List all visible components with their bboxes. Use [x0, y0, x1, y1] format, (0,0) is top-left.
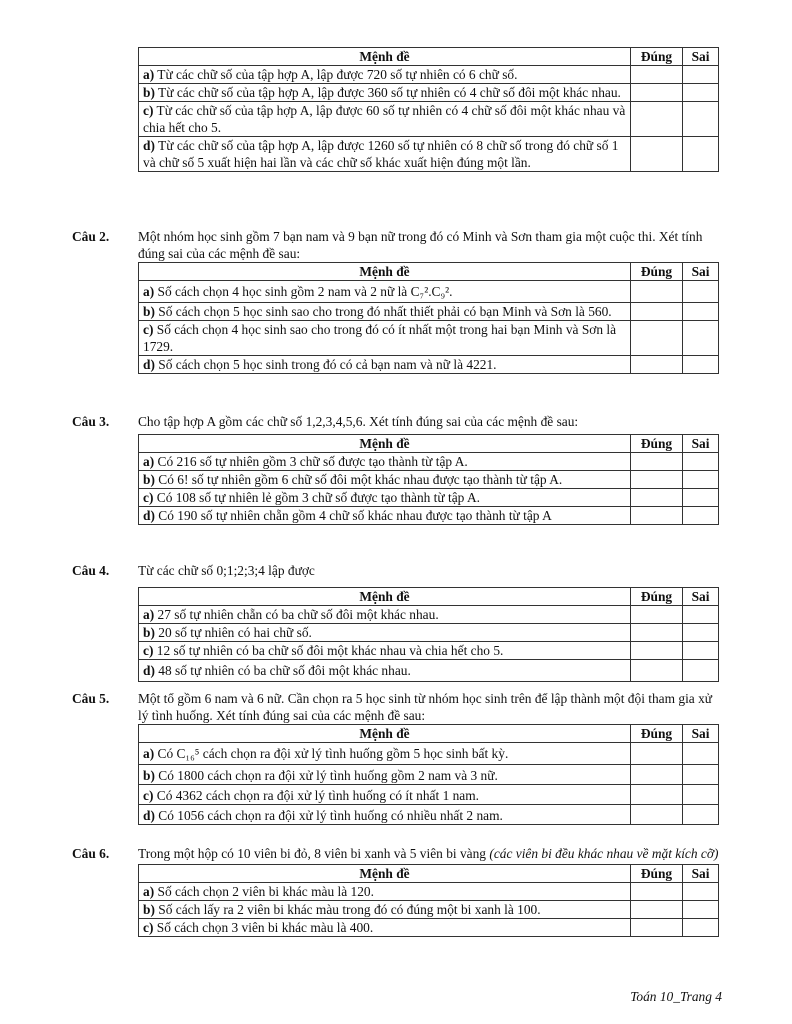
true-cell[interactable]	[631, 606, 683, 624]
row-text: 20 số tự nhiên có hai chữ số.	[158, 625, 312, 640]
question-1-block	[72, 47, 722, 172]
table-row	[139, 489, 719, 507]
true-cell[interactable]	[631, 765, 683, 785]
table-row	[139, 356, 719, 374]
true-cell[interactable]	[631, 471, 683, 489]
question-4-text: Từ các chữ số 0;1;2;3;4 lập được	[138, 563, 315, 578]
row-text: Có 108 số tự nhiên lẻ gồm 3 chữ số được tạo thành từ tập A.	[156, 490, 480, 505]
header-true: Đúng	[631, 588, 683, 606]
table-header-row	[139, 725, 719, 743]
header-false: Sai	[683, 263, 719, 281]
header-true: Đúng	[631, 48, 683, 66]
false-cell[interactable]	[683, 743, 719, 765]
true-cell[interactable]	[631, 743, 683, 765]
false-cell[interactable]	[683, 901, 719, 919]
true-cell[interactable]	[631, 642, 683, 660]
question-6-block	[72, 845, 722, 937]
question-5-label: Câu 5.	[72, 691, 110, 706]
question-6-text-wrap	[138, 845, 720, 862]
statement-cell	[139, 137, 631, 172]
true-cell[interactable]	[631, 883, 683, 901]
row-text: Từ các chữ số của tập hợp A, lập được 360 số tự nhiên có 4 chữ số đôi một khác nhau.	[158, 85, 621, 100]
question-5-text: Một tổ gồm 6 nam và 6 nữ. Cần chọn ra 5 học sinh từ nhóm học sinh trên để lập thành một đội tham gia xử lý tình huống. Xét tính đúng sai của các mệnh đề sau:	[138, 691, 713, 723]
question-6-note: (các viên bi đều khác nhau về mặt kích cỡ)	[489, 846, 719, 861]
row-text: Có 1056 cách chọn ra đội xử lý tình huống có nhiều nhất 2 nam.	[158, 808, 503, 823]
question-2-label: Câu 2.	[72, 229, 110, 244]
false-cell[interactable]	[683, 137, 719, 172]
table-row	[139, 624, 719, 642]
row-label: b)	[143, 768, 155, 783]
question-1-table	[138, 47, 719, 172]
question-3-label: Câu 3.	[72, 414, 110, 429]
table-row	[139, 321, 719, 356]
row-label: c)	[143, 322, 154, 337]
false-cell[interactable]	[683, 66, 719, 84]
page-footer: Toán 10_Trang 4	[630, 989, 722, 1004]
true-cell[interactable]	[631, 805, 683, 825]
statement-cell	[139, 356, 631, 374]
false-cell[interactable]	[683, 507, 719, 525]
true-cell[interactable]	[631, 785, 683, 805]
true-cell[interactable]	[631, 453, 683, 471]
statement-cell	[139, 303, 631, 321]
true-cell[interactable]	[631, 303, 683, 321]
table-header-row	[139, 48, 719, 66]
row-label: d)	[143, 808, 155, 823]
header-statement: Mệnh đề	[139, 435, 631, 453]
row-label: b)	[143, 85, 155, 100]
row-text: Có 6! số tự nhiên gồm 6 chữ số đôi một khác nhau được tạo thành từ tập A.	[158, 472, 563, 487]
header-statement: Mệnh đề	[139, 865, 631, 883]
row-label: a)	[143, 67, 155, 82]
statement-cell	[139, 507, 631, 525]
statement-cell	[139, 765, 631, 785]
row-text: Số cách chọn 4 học sinh sao cho trong đó có ít nhất một trong hai bạn Minh và Sơn là 1729.	[143, 322, 617, 354]
false-cell[interactable]	[683, 805, 719, 825]
row-label: b)	[143, 625, 155, 640]
table-row	[139, 883, 719, 901]
row-label: c)	[143, 103, 154, 118]
false-cell[interactable]	[683, 606, 719, 624]
statement-cell	[139, 84, 631, 102]
statement-cell	[139, 606, 631, 624]
row-label: d)	[143, 138, 155, 153]
false-cell[interactable]	[683, 765, 719, 785]
row-text: 27 số tự nhiên chẵn có ba chữ số đôi một khác nhau.	[157, 607, 439, 622]
table-row	[139, 137, 719, 172]
false-cell[interactable]	[683, 642, 719, 660]
statement-cell	[139, 489, 631, 507]
true-cell[interactable]	[631, 66, 683, 84]
table-row	[139, 471, 719, 489]
table-row	[139, 507, 719, 525]
row-label: b)	[143, 472, 155, 487]
header-true: Đúng	[631, 725, 683, 743]
row-text: Số cách chọn 2 viên bi khác màu là 120.	[157, 884, 374, 899]
true-cell[interactable]	[631, 321, 683, 356]
true-cell[interactable]	[631, 624, 683, 642]
row-text: Số cách chọn 5 học sinh sao cho trong đó nhất thiết phải có bạn Minh và Sơn là 560.	[158, 304, 612, 319]
header-true: Đúng	[631, 263, 683, 281]
row-label: d)	[143, 508, 155, 523]
question-5-table	[138, 724, 719, 825]
statement-cell	[139, 281, 631, 303]
header-false: Sai	[683, 865, 719, 883]
false-cell[interactable]	[683, 489, 719, 507]
true-cell[interactable]	[631, 901, 683, 919]
row-label: c)	[143, 788, 154, 803]
table-row	[139, 785, 719, 805]
statement-cell	[139, 321, 631, 356]
table-row	[139, 805, 719, 825]
question-4-block	[72, 562, 722, 682]
row-label: b)	[143, 304, 155, 319]
false-cell[interactable]	[683, 356, 719, 374]
row-text: Số cách lấy ra 2 viên bi khác màu trong đó có đúng một bi xanh là 100.	[158, 902, 541, 917]
statement-cell	[139, 642, 631, 660]
true-cell[interactable]	[631, 102, 683, 137]
false-cell[interactable]	[683, 624, 719, 642]
question-3-text: Cho tập hợp A gồm các chữ số 1,2,3,4,5,6. Xét tính đúng sai của các mệnh đề sau:	[138, 414, 579, 429]
statement-cell	[139, 660, 631, 682]
row-label: d)	[143, 663, 155, 678]
header-false: Sai	[683, 435, 719, 453]
statement-cell	[139, 624, 631, 642]
table-row	[139, 765, 719, 785]
statement-cell	[139, 453, 631, 471]
statement-cell	[139, 785, 631, 805]
true-cell[interactable]	[631, 507, 683, 525]
header-false: Sai	[683, 48, 719, 66]
statement-cell	[139, 901, 631, 919]
row-text: Có 4362 cách chọn ra đội xử lý tình huống có ít nhất 1 nam.	[156, 788, 480, 803]
row-label: c)	[143, 920, 154, 935]
true-cell[interactable]	[631, 356, 683, 374]
table-row	[139, 84, 719, 102]
header-true: Đúng	[631, 865, 683, 883]
statement-cell	[139, 66, 631, 84]
row-text: Từ các chữ số của tập hợp A, lập được 720 số tự nhiên có 6 chữ số.	[157, 67, 518, 82]
table-header-row	[139, 588, 719, 606]
row-text: Có 190 số tự nhiên chẵn gồm 4 chữ số khác nhau được tạo thành từ tập A	[158, 508, 552, 523]
true-cell[interactable]	[631, 919, 683, 937]
row-text: 12 số tự nhiên có ba chữ số đôi một khác nhau và chia hết cho 5.	[156, 643, 504, 658]
row-text: Số cách chọn 5 học sinh trong đó có cả bạn nam và nữ là 4221.	[158, 357, 497, 372]
row-label: d)	[143, 357, 155, 372]
statement-cell	[139, 919, 631, 937]
true-cell[interactable]	[631, 137, 683, 172]
true-cell[interactable]	[631, 489, 683, 507]
table-row	[139, 743, 719, 765]
row-text: Có 216 số tự nhiên gồm 3 chữ số được tạo thành từ tập A.	[157, 454, 468, 469]
row-label: a)	[143, 746, 155, 761]
table-row	[139, 606, 719, 624]
false-cell[interactable]	[683, 660, 719, 682]
question-3-table	[138, 434, 719, 525]
header-true: Đúng	[631, 435, 683, 453]
question-3-block	[72, 413, 722, 525]
row-label: b)	[143, 902, 155, 917]
false-cell[interactable]	[683, 919, 719, 937]
header-false: Sai	[683, 588, 719, 606]
table-row	[139, 303, 719, 321]
table-row	[139, 453, 719, 471]
table-row	[139, 919, 719, 937]
row-text: Số cách chọn 4 học sinh gồm 2 nam và 2 nữ là C₇².C₉².	[157, 284, 453, 299]
table-header-row	[139, 435, 719, 453]
question-4-table	[138, 587, 719, 682]
false-cell[interactable]	[683, 785, 719, 805]
question-2-block	[72, 228, 722, 374]
statement-cell	[139, 743, 631, 765]
table-row	[139, 901, 719, 919]
header-statement: Mệnh đề	[139, 263, 631, 281]
question-5-block	[72, 690, 722, 825]
header-statement: Mệnh đề	[139, 588, 631, 606]
header-statement: Mệnh đề	[139, 725, 631, 743]
row-text: Từ các chữ số của tập hợp A, lập được 60 số tự nhiên có 4 chữ số đôi một khác nhau và chia hết cho 5.	[143, 103, 626, 135]
true-cell[interactable]	[631, 84, 683, 102]
row-text: Từ các chữ số của tập hợp A, lập được 1260 số tự nhiên có 8 chữ số trong đó chữ số 1 và chữ số 5 xuất hiện hai lần và các chữ số khác xuất hiện đúng một lần.	[143, 138, 619, 170]
question-4-label: Câu 4.	[72, 563, 110, 578]
false-cell[interactable]	[683, 281, 719, 303]
table-header-row	[139, 865, 719, 883]
question-6-table	[138, 864, 719, 937]
question-2-text: Một nhóm học sinh gồm 7 bạn nam và 9 bạn nữ trong đó có Minh và Sơn tham gia một cuộc thi. Xét tính đúng sai của các mệnh đề sau:	[138, 229, 703, 261]
false-cell[interactable]	[683, 303, 719, 321]
row-label: c)	[143, 490, 154, 505]
false-cell[interactable]	[683, 471, 719, 489]
table-row	[139, 66, 719, 84]
table-row	[139, 102, 719, 137]
table-row	[139, 281, 719, 303]
question-6-text: Trong một hộp có 10 viên bi đỏ, 8 viên bi xanh và 5 viên bi vàng	[138, 846, 486, 861]
table-header-row	[139, 263, 719, 281]
false-cell[interactable]	[683, 453, 719, 471]
statement-cell	[139, 883, 631, 901]
true-cell[interactable]	[631, 660, 683, 682]
table-row	[139, 660, 719, 682]
row-label: a)	[143, 284, 155, 299]
statement-cell	[139, 471, 631, 489]
statement-cell	[139, 805, 631, 825]
row-text: Có 1800 cách chọn ra đội xử lý tình huống gồm 2 nam và 3 nữ.	[158, 768, 498, 783]
row-label: c)	[143, 643, 154, 658]
row-label: a)	[143, 454, 155, 469]
true-cell[interactable]	[631, 281, 683, 303]
header-statement: Mệnh đề	[139, 48, 631, 66]
row-label: a)	[143, 607, 155, 622]
table-row	[139, 642, 719, 660]
row-text: Có C₁₆⁵ cách chọn ra đội xử lý tình huống gồm 5 học sinh bất kỳ.	[157, 746, 509, 761]
false-cell[interactable]	[683, 883, 719, 901]
false-cell[interactable]	[683, 102, 719, 137]
header-false: Sai	[683, 725, 719, 743]
question-2-table	[138, 262, 719, 374]
row-label: a)	[143, 884, 155, 899]
row-text: 48 số tự nhiên có ba chữ số đôi một khác nhau.	[158, 663, 411, 678]
false-cell[interactable]	[683, 84, 719, 102]
statement-cell	[139, 102, 631, 137]
row-text: Số cách chọn 3 viên bi khác màu là 400.	[156, 920, 374, 935]
question-6-label: Câu 6.	[72, 846, 110, 861]
false-cell[interactable]	[683, 321, 719, 356]
